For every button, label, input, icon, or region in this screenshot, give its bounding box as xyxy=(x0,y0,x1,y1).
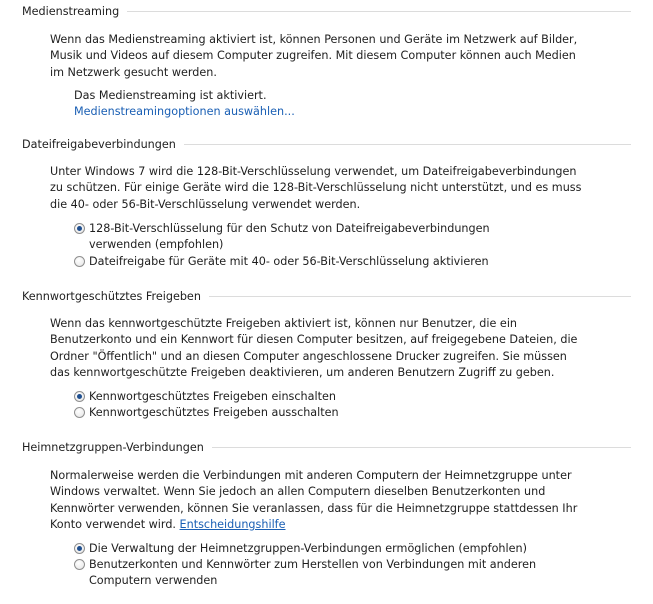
radio-button[interactable] xyxy=(74,407,85,418)
radio-homegroup-accounts[interactable] xyxy=(74,557,554,590)
section-divider xyxy=(209,296,631,297)
media-description: Wenn das Medienstreaming aktiviert ist, können Personen und Geräte im Netzwerk auf Bilder, Musik und Videos auf diesem Computer zugreifen. Mit diesem Computer können auch Medien im Netzwerk gesucht werden. xyxy=(50,33,578,79)
homegroup-description xyxy=(50,468,590,533)
section-divider xyxy=(184,144,631,145)
radio-homegroup-managed[interactable] xyxy=(74,541,554,557)
radio-button[interactable] xyxy=(74,559,85,570)
radio-label: Kennwortgeschütztes Freigeben einschalten xyxy=(89,390,336,403)
radio-label: Die Verwaltung der Heimnetzgruppen-Verbindungen ermöglichen (empfohlen) xyxy=(89,542,527,555)
media-options-link[interactable]: Medienstreamingoptionen auswählen... xyxy=(74,105,295,118)
filesharing-description: Unter Windows 7 wird die 128-Bit-Verschlüsselung verwendet, um Dateifreigabeverbindungen zu schützen. Für einige Geräte wird die 128-Bit-Verschlüsselung nicht unterstützt, und es muss die 40- oder 56-Bit-Verschlüsselung verwendet werden. xyxy=(50,165,582,211)
section-divider xyxy=(212,447,631,448)
section-title: Dateifreigabeverbindungen xyxy=(22,137,176,151)
radio-label: Dateifreigabe für Geräte mit 40- oder 56-Bit-Verschlüsselung aktivieren xyxy=(89,255,489,268)
homegroup-text: Normalerweise werden die Verbindungen mit anderen Computern der Heimnetzgruppe unter Windows verwaltet. Wenn Sie jedoch an allen Computern dieselben Benutzerkonten und Kennwörter verwenden, können Sie veranlassen, dass für die Heimnetzgruppe stattdessen Ihr Konto verwendet wird. xyxy=(50,469,578,531)
radio-label: 128-Bit-Verschlüsselung für den Schutz von Dateifreigabeverbindungen verwenden (empfohlen) xyxy=(89,222,490,252)
radio-label: Kennwortgeschütztes Freigeben ausschalten xyxy=(89,406,339,419)
password-description: Wenn das kennwortgeschützte Freigeben aktiviert ist, können nur Benutzer, die ein Benutzerkonto und ein Kennwort für diesen Computer besitzen, auf freigegebene Dateien, die Ordner "Öffentlich" und an diesen Computer angeschlossene Drucker zugreifen. Sie müssen das kennwortgeschützte Freigeben deaktivieren, um anderen Benutzern Zugriff zu geben. xyxy=(50,317,578,379)
section-header-homegroup xyxy=(22,439,631,455)
radio-button[interactable] xyxy=(74,256,85,267)
decision-help-link[interactable]: Entscheidungshilfe xyxy=(179,517,286,531)
radio-password-on[interactable] xyxy=(74,389,554,405)
section-divider xyxy=(127,11,631,12)
radio-40-56bit[interactable] xyxy=(74,254,554,270)
section-title: Heimnetzgruppen-Verbindungen xyxy=(22,440,204,454)
radio-128bit[interactable] xyxy=(74,221,554,254)
media-status: Das Medienstreaming ist aktiviert. xyxy=(74,89,267,102)
radio-button-selected[interactable] xyxy=(74,543,85,554)
radio-button-selected[interactable] xyxy=(74,223,85,234)
section-header-media xyxy=(22,3,631,19)
section-header-filesharing xyxy=(22,136,631,152)
section-title: Medienstreaming xyxy=(22,4,120,18)
section-title: Kennwortgeschütztes Freigeben xyxy=(22,289,201,303)
radio-button-selected[interactable] xyxy=(74,391,85,402)
section-header-password xyxy=(22,288,631,304)
radio-password-off[interactable] xyxy=(74,405,554,421)
radio-label: Benutzerkonten und Kennwörter zum Herstellen von Verbindungen mit anderen Computern verwenden xyxy=(89,558,537,588)
